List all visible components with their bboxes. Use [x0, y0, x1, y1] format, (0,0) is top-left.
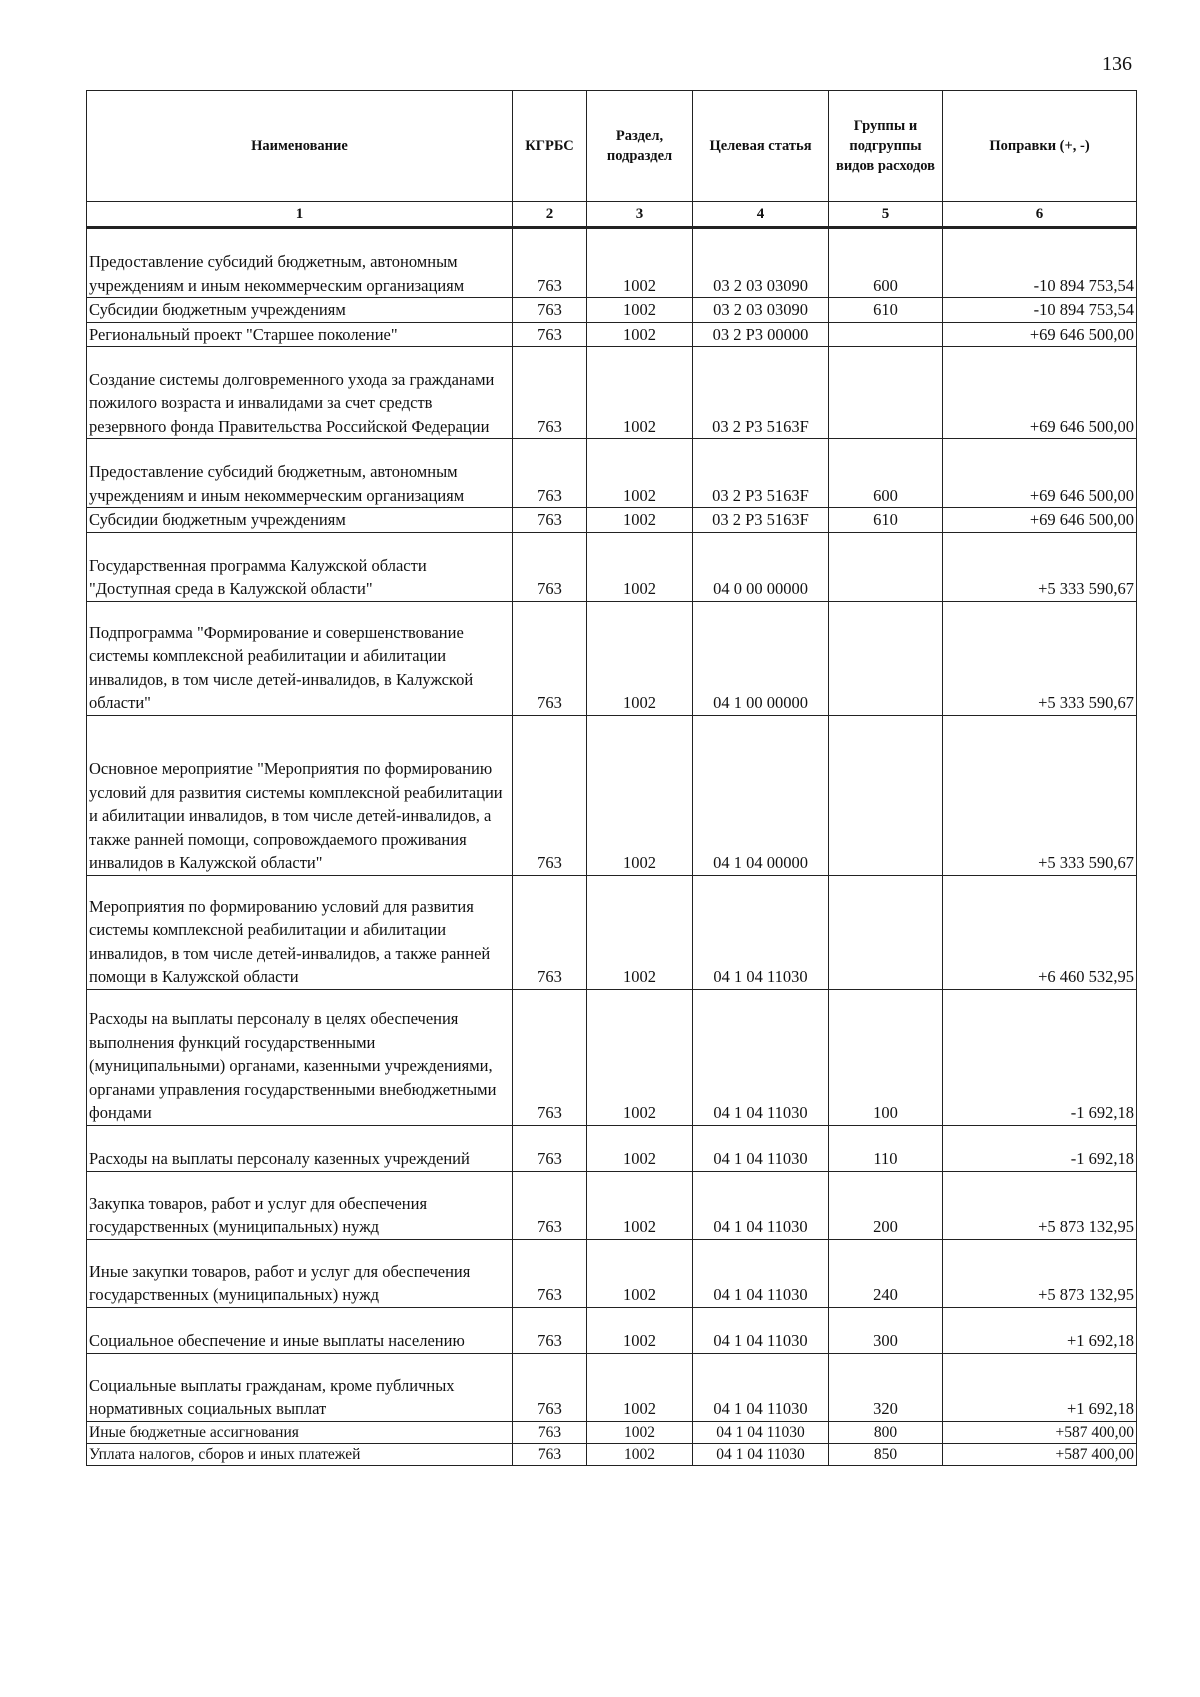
row-expense-group [829, 601, 943, 715]
page-number: 136 [1102, 53, 1132, 75]
row-target-article: 04 1 04 11030 [693, 1353, 829, 1421]
table-row [87, 439, 1137, 508]
row-kgrbs: 763 [513, 1239, 587, 1307]
row-amendment-amount: +5 873 132,95 [943, 1171, 1137, 1239]
row-name: Государственная программа Калужской области "Доступная среда в Калужской области" [87, 532, 513, 601]
row-amendment-amount: +6 460 532,95 [943, 875, 1137, 989]
row-target-article: 03 2 03 03090 [693, 228, 829, 298]
row-name: Социальное обеспечение и иные выплаты населению [87, 1307, 513, 1353]
row-section: 1002 [587, 875, 693, 989]
row-section: 1002 [587, 322, 693, 347]
table-row [87, 1307, 1137, 1353]
row-target-article: 03 2 P3 00000 [693, 322, 829, 347]
row-section: 1002 [587, 532, 693, 601]
row-amendment-amount: -10 894 753,54 [943, 228, 1137, 298]
row-expense-group: 300 [829, 1307, 943, 1353]
row-expense-group: 110 [829, 1125, 943, 1171]
row-name: Уплата налогов, сборов и иных платежей [87, 1443, 513, 1465]
row-expense-group: 610 [829, 508, 943, 533]
row-kgrbs: 763 [513, 1443, 587, 1465]
row-name: Основное мероприятие "Мероприятия по формированию условий для развития системы комплексной реабилитации и абилитации инвалидов, в том числе детей-инвалидов, а также ранней помощи, сопровождаемого проживания инвалидов в Калужской области" [87, 715, 513, 875]
row-kgrbs: 763 [513, 532, 587, 601]
header-name: Наименование [87, 91, 513, 202]
table-row [87, 1443, 1137, 1465]
row-amendment-amount: +69 646 500,00 [943, 347, 1137, 439]
row-kgrbs: 763 [513, 347, 587, 439]
row-amendment-amount: +1 692,18 [943, 1307, 1137, 1353]
row-section: 1002 [587, 1443, 693, 1465]
table-row [87, 298, 1137, 323]
row-section: 1002 [587, 1307, 693, 1353]
row-expense-group [829, 715, 943, 875]
row-kgrbs: 763 [513, 1421, 587, 1443]
table-row [87, 1125, 1137, 1171]
row-name: Субсидии бюджетным учреждениям [87, 508, 513, 533]
table-row [87, 989, 1137, 1125]
row-expense-group: 800 [829, 1421, 943, 1443]
row-amendment-amount: +5 333 590,67 [943, 715, 1137, 875]
row-expense-group [829, 875, 943, 989]
row-section: 1002 [587, 715, 693, 875]
row-amendment-amount: -1 692,18 [943, 989, 1137, 1125]
row-name: Предоставление субсидий бюджетным, автономным учреждениям и иным некоммерческим организациям [87, 228, 513, 298]
row-expense-group: 600 [829, 439, 943, 508]
row-kgrbs: 763 [513, 1125, 587, 1171]
table-body [87, 228, 1137, 1466]
row-section: 1002 [587, 1171, 693, 1239]
row-expense-group: 610 [829, 298, 943, 323]
row-kgrbs: 763 [513, 875, 587, 989]
row-section: 1002 [587, 1239, 693, 1307]
row-target-article: 03 2 P3 5163F [693, 508, 829, 533]
table-row [87, 532, 1137, 601]
row-name: Региональный проект "Старшее поколение" [87, 322, 513, 347]
row-kgrbs: 763 [513, 439, 587, 508]
row-section: 1002 [587, 601, 693, 715]
column-number: 2 [513, 202, 587, 228]
row-expense-group: 600 [829, 228, 943, 298]
row-section: 1002 [587, 1125, 693, 1171]
row-target-article: 03 2 P3 5163F [693, 439, 829, 508]
table-row [87, 1421, 1137, 1443]
table-header-row [87, 91, 1137, 202]
table-row [87, 1239, 1137, 1307]
row-name: Предоставление субсидий бюджетным, автономным учреждениям и иным некоммерческим организациям [87, 439, 513, 508]
column-number: 6 [943, 202, 1137, 228]
header-target-article: Целевая статья [693, 91, 829, 202]
row-section: 1002 [587, 1421, 693, 1443]
row-name: Мероприятия по формированию условий для развития системы комплексной реабилитации и абилитации инвалидов, в том числе детей-инвалидов, а также ранней помощи в Калужской области [87, 875, 513, 989]
row-section: 1002 [587, 989, 693, 1125]
row-kgrbs: 763 [513, 322, 587, 347]
row-kgrbs: 763 [513, 1171, 587, 1239]
row-amendment-amount: +69 646 500,00 [943, 508, 1137, 533]
row-section: 1002 [587, 347, 693, 439]
row-amendment-amount: -1 692,18 [943, 1125, 1137, 1171]
row-target-article: 04 1 04 11030 [693, 1443, 829, 1465]
row-target-article: 04 1 04 11030 [693, 1307, 829, 1353]
row-amendment-amount: +69 646 500,00 [943, 322, 1137, 347]
table-row [87, 347, 1137, 439]
row-amendment-amount: +587 400,00 [943, 1421, 1137, 1443]
table-row [87, 1353, 1137, 1421]
table-row [87, 1171, 1137, 1239]
row-name: Расходы на выплаты персоналу в целях обеспечения выполнения функций государственными (муниципальными) органами, казенными учреждениями, органами управления государственными внебюджетными фондами [87, 989, 513, 1125]
row-target-article: 03 2 P3 5163F [693, 347, 829, 439]
row-target-article: 04 1 00 00000 [693, 601, 829, 715]
row-section: 1002 [587, 228, 693, 298]
table-row [87, 322, 1137, 347]
row-amendment-amount: +5 333 590,67 [943, 532, 1137, 601]
row-kgrbs: 763 [513, 989, 587, 1125]
row-target-article: 04 1 04 11030 [693, 989, 829, 1125]
row-expense-group: 100 [829, 989, 943, 1125]
row-kgrbs: 763 [513, 228, 587, 298]
table-row [87, 601, 1137, 715]
table-row [87, 228, 1137, 298]
row-name: Субсидии бюджетным учреждениям [87, 298, 513, 323]
row-section: 1002 [587, 508, 693, 533]
row-section: 1002 [587, 439, 693, 508]
header-kgrbs: КГРБС [513, 91, 587, 202]
row-expense-group: 850 [829, 1443, 943, 1465]
row-target-article: 03 2 03 03090 [693, 298, 829, 323]
row-target-article: 04 1 04 11030 [693, 1421, 829, 1443]
row-amendment-amount: +69 646 500,00 [943, 439, 1137, 508]
row-target-article: 04 1 04 11030 [693, 1239, 829, 1307]
row-expense-group [829, 322, 943, 347]
row-kgrbs: 763 [513, 601, 587, 715]
row-amendment-amount: +5 873 132,95 [943, 1239, 1137, 1307]
header-amendment: Поправки (+, -) [943, 91, 1137, 202]
row-name: Создание системы долговременного ухода за гражданами пожилого возраста и инвалидами за счет средств резервного фонда Правительства Российской Федерации [87, 347, 513, 439]
row-target-article: 04 1 04 00000 [693, 715, 829, 875]
row-name: Социальные выплаты гражданам, кроме публичных нормативных социальных выплат [87, 1353, 513, 1421]
budget-amendments-table [86, 90, 1137, 1466]
column-number: 3 [587, 202, 693, 228]
table-row [87, 508, 1137, 533]
row-target-article: 04 1 04 11030 [693, 875, 829, 989]
table-row [87, 875, 1137, 989]
row-expense-group: 240 [829, 1239, 943, 1307]
row-expense-group [829, 532, 943, 601]
column-number-row [87, 202, 1137, 228]
row-target-article: 04 1 04 11030 [693, 1171, 829, 1239]
row-amendment-amount: +587 400,00 [943, 1443, 1137, 1465]
row-expense-group [829, 347, 943, 439]
row-kgrbs: 763 [513, 715, 587, 875]
header-expense-group: Группы и подгруппы видов расходов [829, 91, 943, 202]
row-target-article: 04 0 00 00000 [693, 532, 829, 601]
row-kgrbs: 763 [513, 1353, 587, 1421]
row-name: Иные бюджетные ассигнования [87, 1421, 513, 1443]
row-expense-group: 320 [829, 1353, 943, 1421]
row-name: Подпрограмма "Формирование и совершенствование системы комплексной реабилитации и абилитации инвалидов, в том числе детей-инвалидов, в Калужской области" [87, 601, 513, 715]
row-name: Закупка товаров, работ и услуг для обеспечения государственных (муниципальных) нужд [87, 1171, 513, 1239]
column-number: 5 [829, 202, 943, 228]
row-section: 1002 [587, 298, 693, 323]
row-kgrbs: 763 [513, 508, 587, 533]
header-section: Раздел, подраздел [587, 91, 693, 202]
row-amendment-amount: +5 333 590,67 [943, 601, 1137, 715]
row-expense-group: 200 [829, 1171, 943, 1239]
row-amendment-amount: +1 692,18 [943, 1353, 1137, 1421]
row-target-article: 04 1 04 11030 [693, 1125, 829, 1171]
row-section: 1002 [587, 1353, 693, 1421]
row-name: Расходы на выплаты персоналу казенных учреждений [87, 1125, 513, 1171]
column-number: 4 [693, 202, 829, 228]
table-row [87, 715, 1137, 875]
row-kgrbs: 763 [513, 298, 587, 323]
column-number: 1 [87, 202, 513, 228]
row-kgrbs: 763 [513, 1307, 587, 1353]
row-name: Иные закупки товаров, работ и услуг для обеспечения государственных (муниципальных) нужд [87, 1239, 513, 1307]
row-amendment-amount: -10 894 753,54 [943, 298, 1137, 323]
